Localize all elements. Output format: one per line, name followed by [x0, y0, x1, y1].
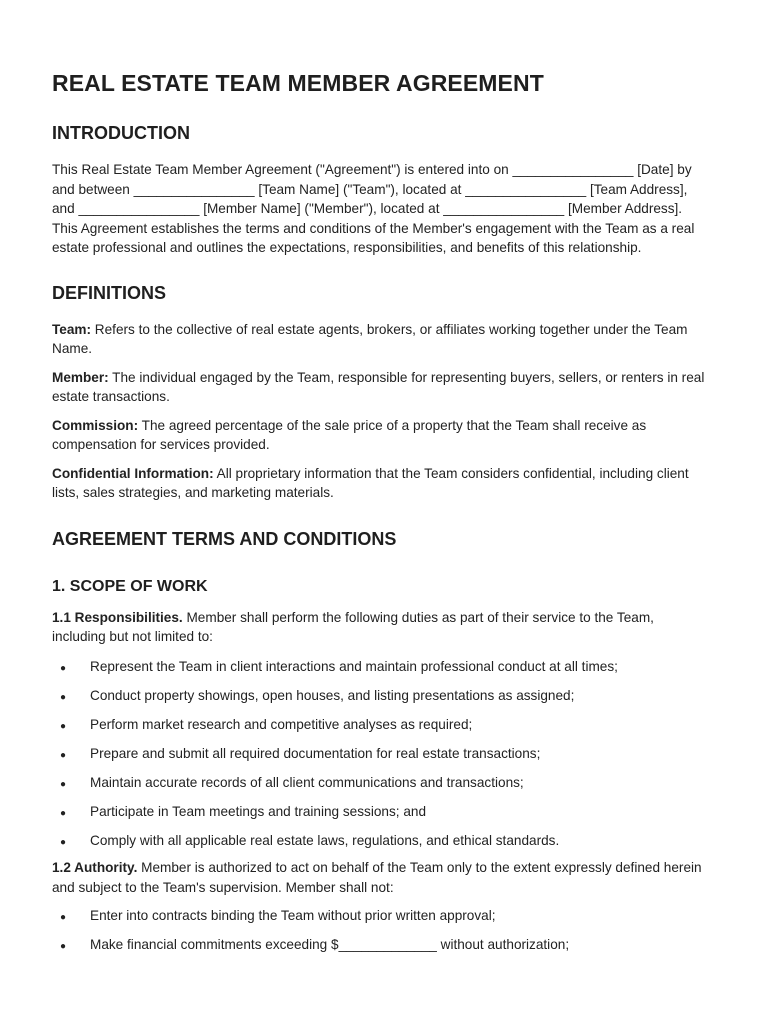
- bullet-icon: ●: [60, 807, 67, 819]
- definition-team: [52, 320, 710, 359]
- bullet-icon: ●: [60, 912, 67, 924]
- list-item-text: Participate in Team meetings and training sessions; and: [90, 803, 427, 819]
- list-item: [52, 802, 710, 822]
- scope-of-work-heading: 1. SCOPE OF WORK: [52, 577, 208, 595]
- responsibilities-text: Member shall perform the following duties as part of their service to the Team, including but not limited to:: [52, 609, 654, 644]
- definitions-heading: DEFINITIONS: [52, 282, 167, 303]
- definition-term: Commission:: [52, 417, 139, 433]
- definition-text: Refers to the collective of real estate agents, brokers, or affiliates working together under the Team Name.: [52, 321, 688, 356]
- definition-text: The agreed percentage of the sale price of a property that the Team shall receive as compensation for services provided.: [52, 417, 647, 452]
- bullet-icon: ●: [60, 691, 67, 703]
- list-item: [52, 744, 710, 764]
- responsibilities-paragraph: [52, 608, 710, 647]
- bullet-icon: ●: [60, 662, 67, 674]
- list-item: [52, 773, 710, 793]
- list-item-text: Represent the Team in client interactions and maintain professional conduct at all times;: [90, 658, 618, 674]
- introduction-text: This Real Estate Team Member Agreement ("Agreement") is entered into on ________________ [Date] by and between ________________ [Team Name] ("Team"), located at ________________ [Team Address], and ________________ [Member Name] ("Member"), located at ________________ [Member Address]. This Agreement establishes the terms and conditions of the Member's engagement with the Team as a real estate professional and outlines the expectations, responsibilities, and benefits of this relationship.: [52, 162, 695, 255]
- definition-term: Team:: [52, 321, 92, 337]
- definition-term: Member:: [52, 369, 109, 385]
- list-item: [52, 686, 710, 706]
- list-item-text: Conduct property showings, open houses, and listing presentations as assigned;: [90, 687, 575, 703]
- list-item: [52, 935, 710, 955]
- list-item: [52, 906, 710, 926]
- responsibilities-list: [52, 657, 710, 851]
- bullet-icon: ●: [60, 749, 67, 761]
- introduction-section: [52, 123, 710, 258]
- definition-commission: [52, 416, 710, 455]
- list-item-text: Maintain accurate records of all client communications and transactions;: [90, 774, 524, 790]
- bullet-icon: ●: [60, 941, 67, 953]
- bullet-icon: ●: [60, 720, 67, 732]
- list-item: [52, 715, 710, 735]
- authority-text: Member is authorized to act on behalf of the Team only to the extent expressly defined herein and subject to the Team's supervision. Member shall not:: [52, 860, 702, 895]
- authority-label: 1.2 Authority.: [52, 860, 138, 876]
- definition-confidential-information: [52, 464, 710, 503]
- introduction-heading: INTRODUCTION: [52, 123, 190, 143]
- authority-list: [52, 906, 710, 955]
- bullet-icon: ●: [60, 837, 67, 849]
- terms-heading: AGREEMENT TERMS AND CONDITIONS: [52, 528, 397, 549]
- list-item-text: Comply with all applicable real estate laws, regulations, and ethical standards.: [90, 833, 560, 849]
- authority-paragraph: [52, 858, 710, 897]
- list-item-text: Enter into contracts binding the Team without prior written approval;: [90, 908, 496, 924]
- definitions-section: [52, 283, 710, 503]
- list-item-text: Perform market research and competitive analyses as required;: [90, 716, 473, 732]
- document-title: REAL ESTATE TEAM MEMBER AGREEMENT: [52, 70, 544, 96]
- terms-section: [52, 529, 710, 955]
- definition-text: The individual engaged by the Team, responsible for representing buyers, sellers, or renters in real estate transactions.: [52, 369, 705, 404]
- list-item-text: Prepare and submit all required documentation for real estate transactions;: [90, 745, 541, 761]
- list-item: [52, 657, 710, 677]
- definition-term: Confidential Information:: [52, 465, 214, 481]
- responsibilities-label: 1.1 Responsibilities.: [52, 609, 183, 625]
- list-item: [52, 831, 710, 851]
- list-item-text: Make financial commitments exceeding $_____________ without authorization;: [90, 937, 570, 953]
- bullet-icon: ●: [60, 778, 67, 790]
- definition-member: [52, 368, 710, 407]
- definition-text: All proprietary information that the Team considers confidential, including client lists, sales strategies, and marketing materials.: [52, 465, 689, 500]
